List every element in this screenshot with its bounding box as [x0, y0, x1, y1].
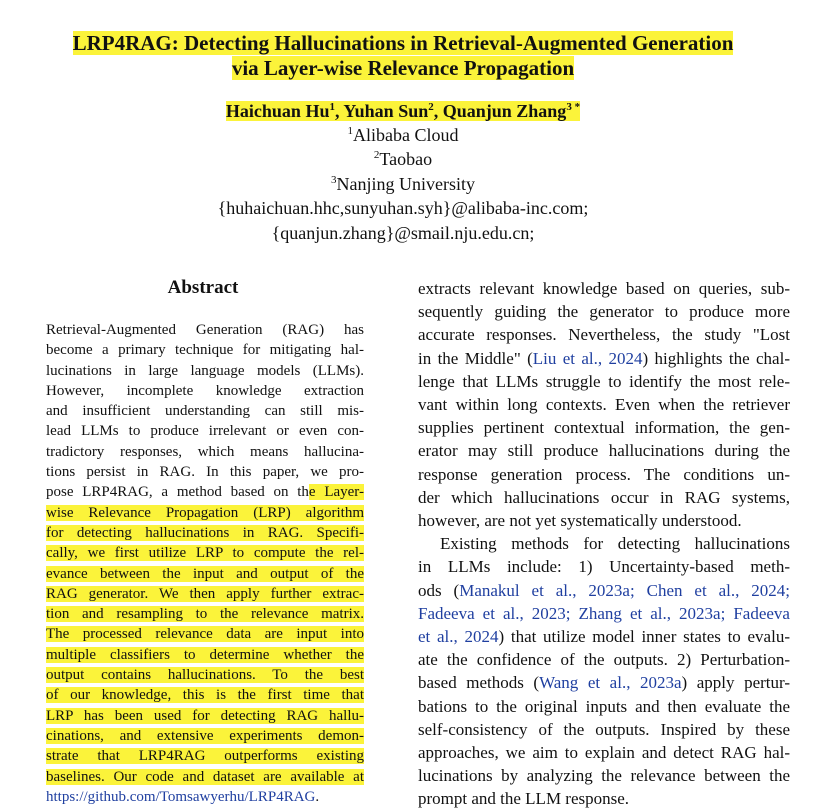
author-separator: ,	[334, 101, 344, 121]
body-line: accurate responses. Nevertheless, the study "Lost	[418, 325, 790, 345]
body-line: in LLMs include: 1) Uncertainty-based meth-	[418, 557, 790, 577]
citation-link[interactable]: Wang et al., 2023a	[539, 673, 682, 693]
body-line: vant within long contexts. Even when the retriever	[418, 395, 790, 415]
author-list-highlight	[226, 101, 580, 121]
affiliation: $^1$Alibaba Cloud	[347, 125, 459, 145]
body-line: based methods (Wang et al., 2023a) apply pertur-	[418, 673, 790, 693]
citation-link[interactable]: et al., 2024	[418, 627, 499, 647]
body-line: however, are not yet systematically understood.	[418, 511, 742, 531]
abstract-body	[46, 320, 364, 807]
abstract-line: for detecting hallucinations in RAG. Specifi-	[46, 524, 364, 541]
abstract-line: Retrieval-Augmented Generation (RAG) has	[46, 322, 364, 338]
body-line: et al., 2024) that utilize model inner states to evalu-	[418, 627, 790, 647]
affiliation: $^3$Nanjing University	[331, 173, 475, 194]
highlighted-text: e Layer-	[308, 484, 364, 501]
right-column	[418, 277, 790, 811]
body-line: supplies pertinent contextual information, the gen-	[418, 418, 790, 438]
body-line: lenge that LLMs struggle to identify the most rele-	[418, 371, 790, 391]
affiliations	[0, 123, 806, 245]
citation-link[interactable]: Liu et al., 2024	[532, 348, 643, 368]
author-affil-sup: 1	[329, 101, 335, 113]
abstract-line: tions persist in RAG. In this paper, we pro-	[46, 464, 364, 481]
email-line: {huhaichuan.hhc,sunyuhan.syh}@alibaba-inc.com;	[217, 198, 589, 219]
body-line: der which hallucinations occur in RAG systems,	[418, 487, 790, 507]
author-affil-sup: 2	[428, 101, 434, 113]
body-line: self-consistency of the outputs. Inspired by these	[418, 719, 790, 739]
author-affil-sup: 3 *	[566, 101, 581, 113]
abstract-line: pose LRP4RAG, a method based on the Layer-	[46, 484, 364, 501]
code-link[interactable]: https://github.com/Tomsawyerhu/LRP4RAG	[46, 788, 316, 805]
abstract-line: The processed relevance data are input into	[46, 626, 364, 643]
abstract-line: of our knowledge, this is the first time that	[46, 687, 364, 704]
abstract-line: multiple classifiers to determine whether the	[46, 646, 364, 663]
citation-link[interactable]: Zhang et al., 2023a	[578, 603, 721, 623]
abstract-line: cally, we first utilize LRP to compute the rel-	[46, 545, 364, 562]
author-name: Quanjun Zhang	[442, 101, 567, 121]
abstract-line: https://github.com/Tomsawyerhu/LRP4RAG.	[46, 788, 320, 805]
abstract-line: output contains hallucinations. To the best	[46, 667, 364, 684]
affiliation: $^2$Taobao	[373, 149, 433, 170]
abstract-line: LRP has been used for detecting RAG hallu-	[46, 707, 364, 724]
body-line: prompt and the LLM response.	[418, 789, 630, 809]
body-line: Existing methods for detecting hallucinations	[440, 534, 790, 554]
title-line-2: via Layer-wise Relevance Propagation	[231, 56, 575, 80]
email-line: {quanjun.zhang}@smail.nju.edu.cn;	[271, 222, 535, 243]
abstract-line: lucinations in large language models (LLMs).	[46, 362, 364, 379]
body-line: erator may still produce hallucinations during the	[418, 441, 790, 461]
abstract-line: evance between the input and output of the	[46, 565, 364, 582]
body-line: response generation process. The conditions un-	[418, 464, 790, 484]
abstract-line: and insufficient understanding can still mis-	[46, 403, 364, 420]
body-line: bations to the original inputs and then evaluate the	[418, 696, 790, 716]
abstract-line: tion and resampling to the relevance matrix.	[46, 606, 364, 623]
author-list	[0, 100, 806, 122]
abstract-heading: Abstract	[167, 277, 239, 298]
abstract-line: become a primary technique for mitigating hal-	[46, 342, 364, 359]
author-separator: ,	[433, 101, 443, 121]
citation-link[interactable]: Fadeeva	[733, 603, 790, 623]
author-name: Yuhan Sun	[343, 101, 429, 121]
abstract-line: However, incomplete knowledge extraction	[46, 382, 364, 399]
body-line: ate the confidence of the outputs. 2) Perturbation-	[418, 650, 790, 670]
author-name: Haichuan Hu	[225, 101, 330, 121]
citation-link[interactable]: Fadeeva et al., 2023	[418, 603, 566, 623]
citation-link[interactable]: Manakul et al., 2023a	[459, 580, 630, 600]
body-line: ods (Manakul et al., 2023a; Chen et al., 2024;	[418, 580, 791, 600]
body-line: sequently guiding the generator to produce more	[418, 302, 790, 322]
paper-title	[0, 31, 806, 81]
body-line: in the Middle" (Liu et al., 2024) highlights the chal-	[418, 348, 790, 368]
abstract-line: cinations, and extensive experiments demon-	[46, 727, 364, 744]
body-line: extracts relevant knowledge based on queries, sub-	[418, 279, 790, 298]
abstract-line: baselines. Our code and dataset are available at	[46, 768, 364, 785]
abstract-line: strate that LRP4RAG outperforms existing	[46, 748, 364, 765]
title-line-1: LRP4RAG: Detecting Hallucinations in Retrieval-Augmented Generation	[72, 31, 734, 55]
body-line: lucinations by analyzing the relevance between the	[418, 766, 790, 786]
abstract-line: lead LLMs to produce irrelevant or even con-	[46, 423, 364, 440]
abstract-line: wise Relevance Propagation (LRP) algorithm	[46, 504, 364, 521]
abstract-line: tradictory responses, which means hallucina-	[46, 443, 364, 460]
body-line: approaches, we aim to explain and detect RAG hal-	[418, 743, 790, 763]
abstract-line: RAG generator. We then apply further extrac-	[46, 585, 364, 602]
citation-link[interactable]: Chen et al., 2024	[646, 580, 786, 600]
body-line: Fadeeva et al., 2023; Zhang et al., 2023a; Fadeeva	[418, 603, 790, 623]
